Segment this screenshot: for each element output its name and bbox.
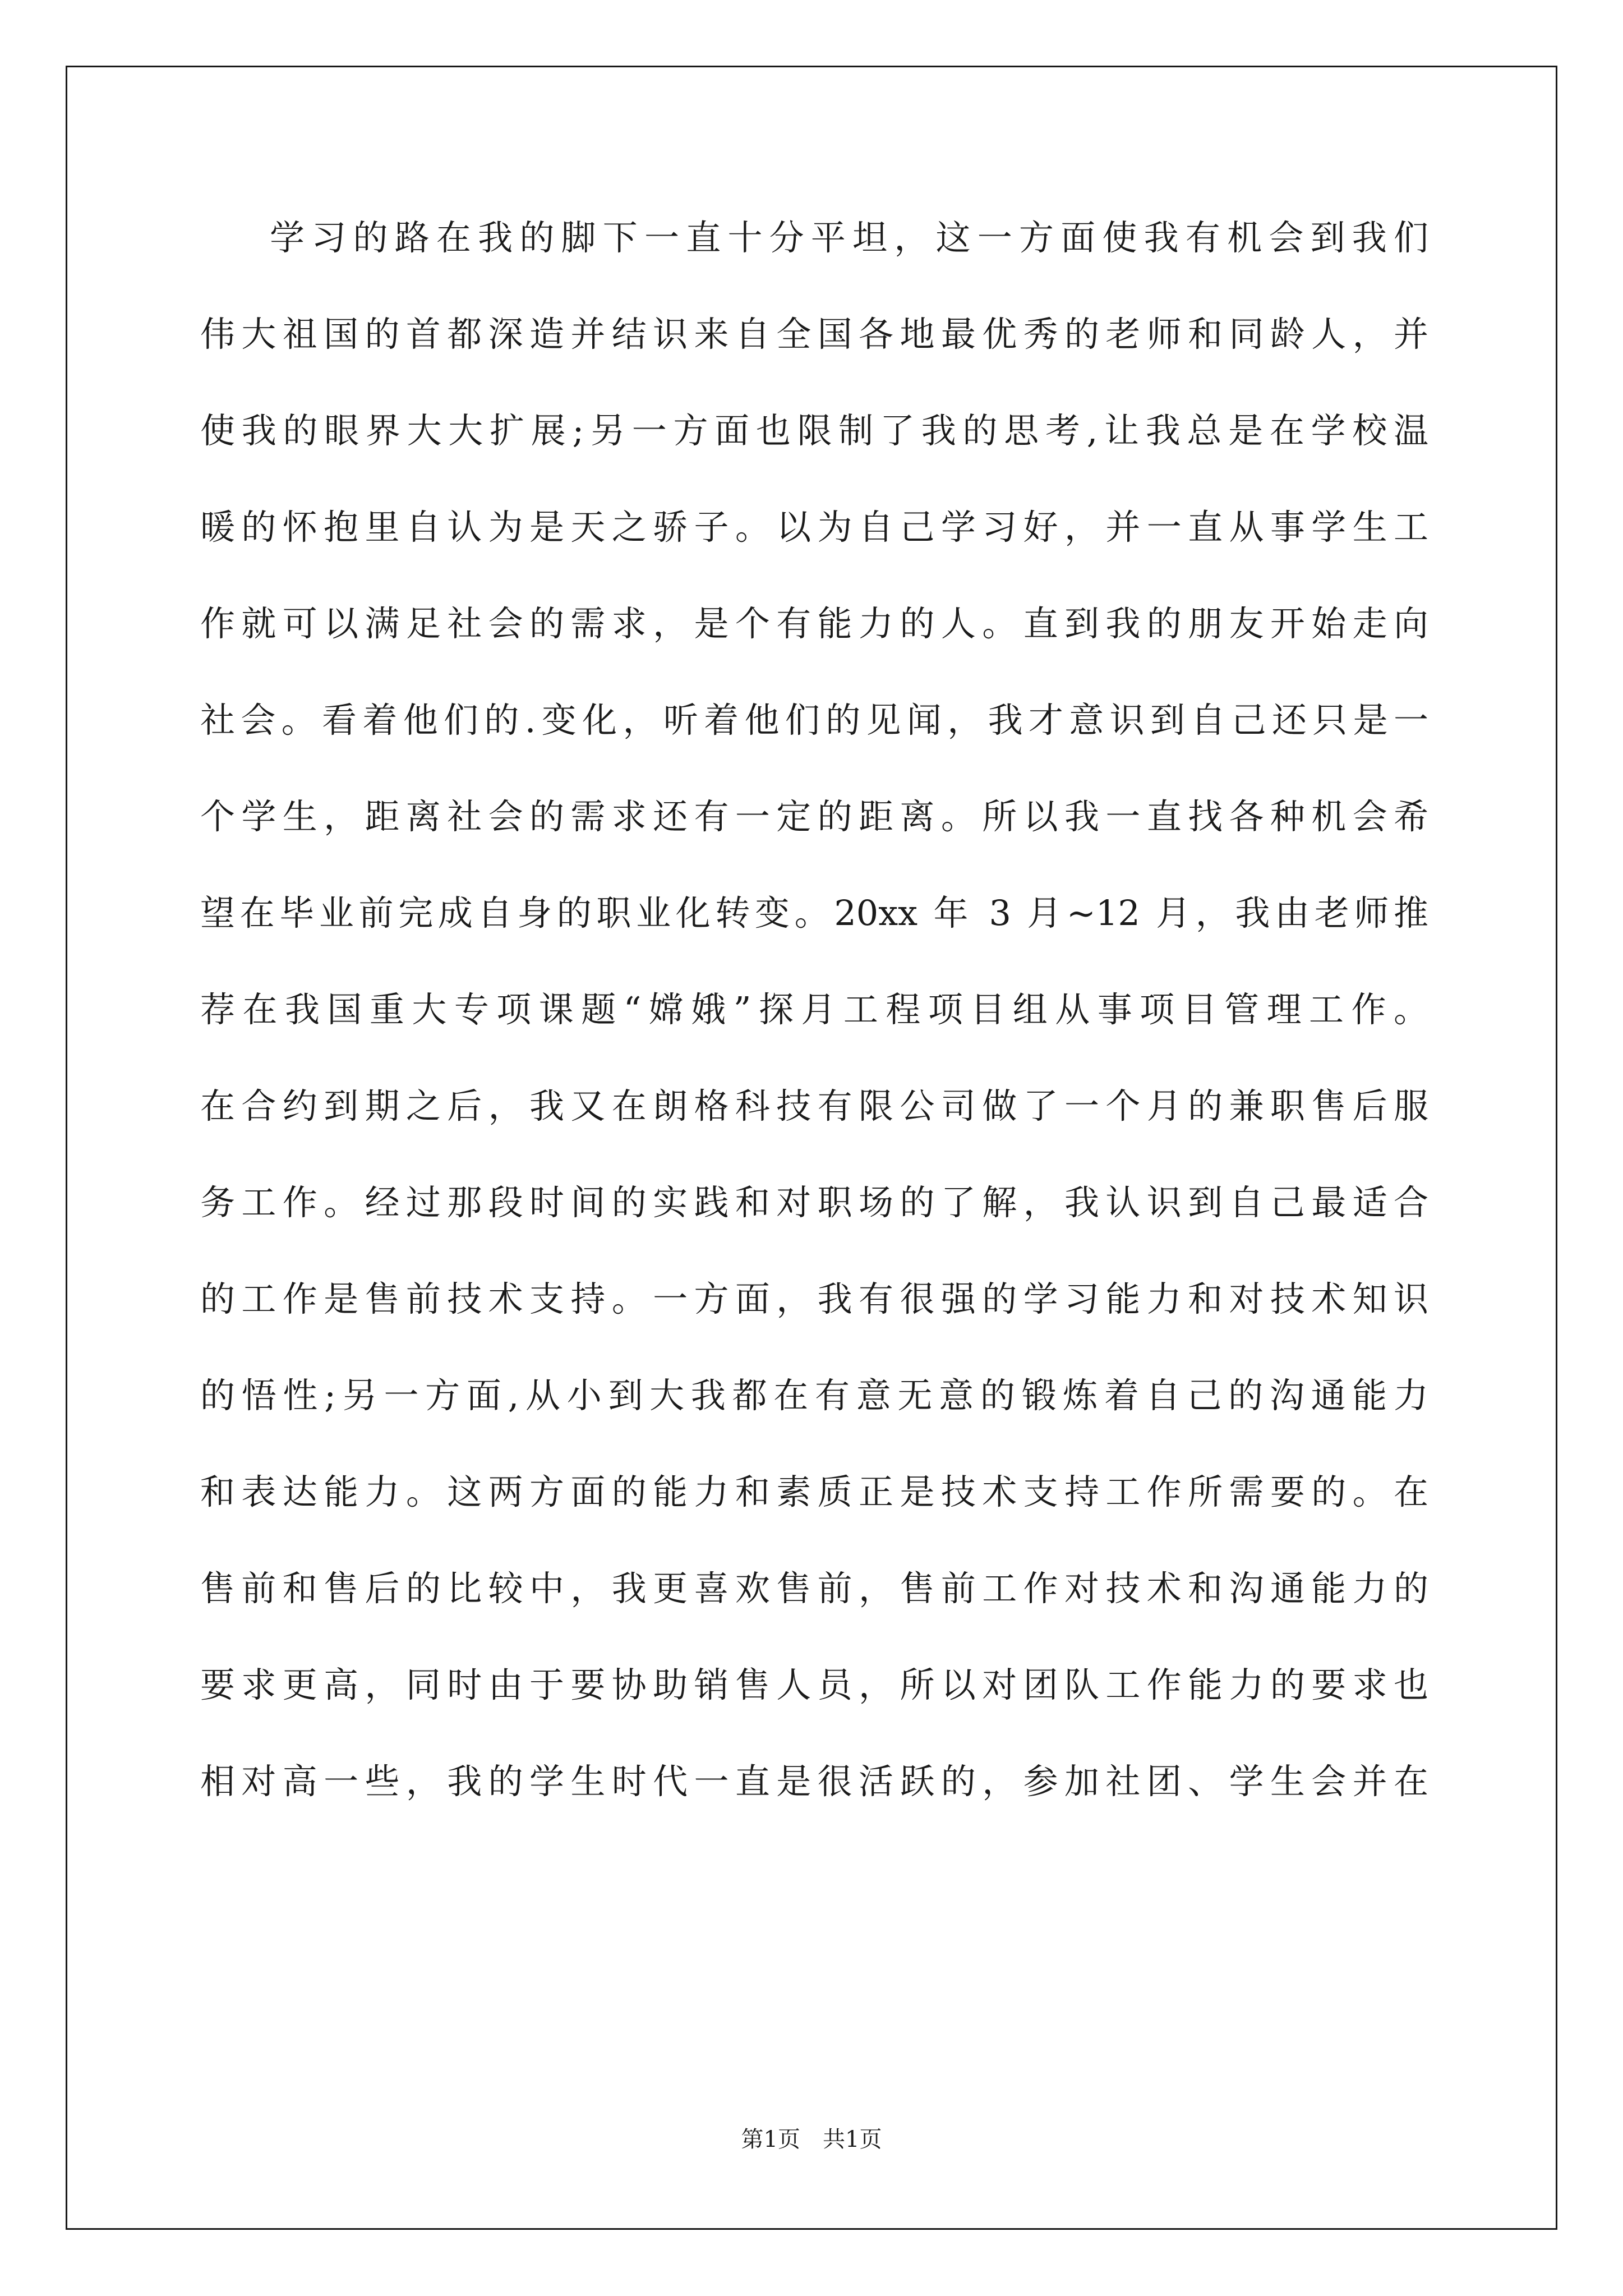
text-line: 售前和售后的比较中，我更喜欢售前，售前工作对技术和沟通能力的 [200,1568,1428,1609]
text-line: 相对高一些，我的学生时代一直是很活跃的，参加社团、学生会并在 [200,1761,1428,1802]
text-line: 暖的怀抱里自认为是天之骄子。以为自己学习好，并一直从事学生工 [200,507,1428,547]
page-total: 共1页 [823,2127,882,2152]
text-line: 要求更高，同时由于要协助销售人员，所以对团队工作能力的要求也 [200,1664,1428,1705]
text-line: 伟大祖国的首都深造并结识来自全国各地最优秀的老师和同龄人，并 [200,314,1428,355]
text-line: 使我的眼界大大扩展;另一方面也限制了我的思考,让我总是在学校温 [200,410,1428,451]
body-paragraph [200,190,1428,1830]
text-line: 在合约到期之后，我又在朗格科技有限公司做了一个月的兼职售后服 [200,1085,1428,1126]
page-footer [0,2126,1623,2153]
page-number: 第1页 [741,2127,800,2152]
text-line: 个学生，距离社会的需求还有一定的距离。所以我一直找各种机会希 [200,796,1428,837]
text-line: 务工作。经过那段时间的实践和对职场的了解，我认识到自己最适合 [200,1182,1428,1223]
text-line: 望在毕业前完成自身的职业化转变。20xx 年 3 月~12 月，我由老师推 [200,892,1428,933]
text-line: 的悟性;另一方面,从小到大我都在有意无意的锻炼着自己的沟通能力 [200,1375,1428,1416]
text-line: 荐在我国重大专项课题“嫦娥”探月工程项目组从事项目管理工作。 [200,989,1428,1030]
text-line: 的工作是售前技术支持。一方面，我有很强的学习能力和对技术知识 [200,1278,1428,1319]
text-line: 和表达能力。这两方面的能力和素质正是技术支持工作所需要的。在 [200,1471,1428,1512]
text-line: 社会。看着他们的.变化，听着他们的见闻，我才意识到自己还只是一 [200,700,1428,740]
text-line: 作就可以满足社会的需求，是个有能力的人。直到我的朋友开始走向 [200,603,1428,644]
text-line: 学习的路在我的脚下一直十分平坦，这一方面使我有机会到我们 [270,217,1428,258]
